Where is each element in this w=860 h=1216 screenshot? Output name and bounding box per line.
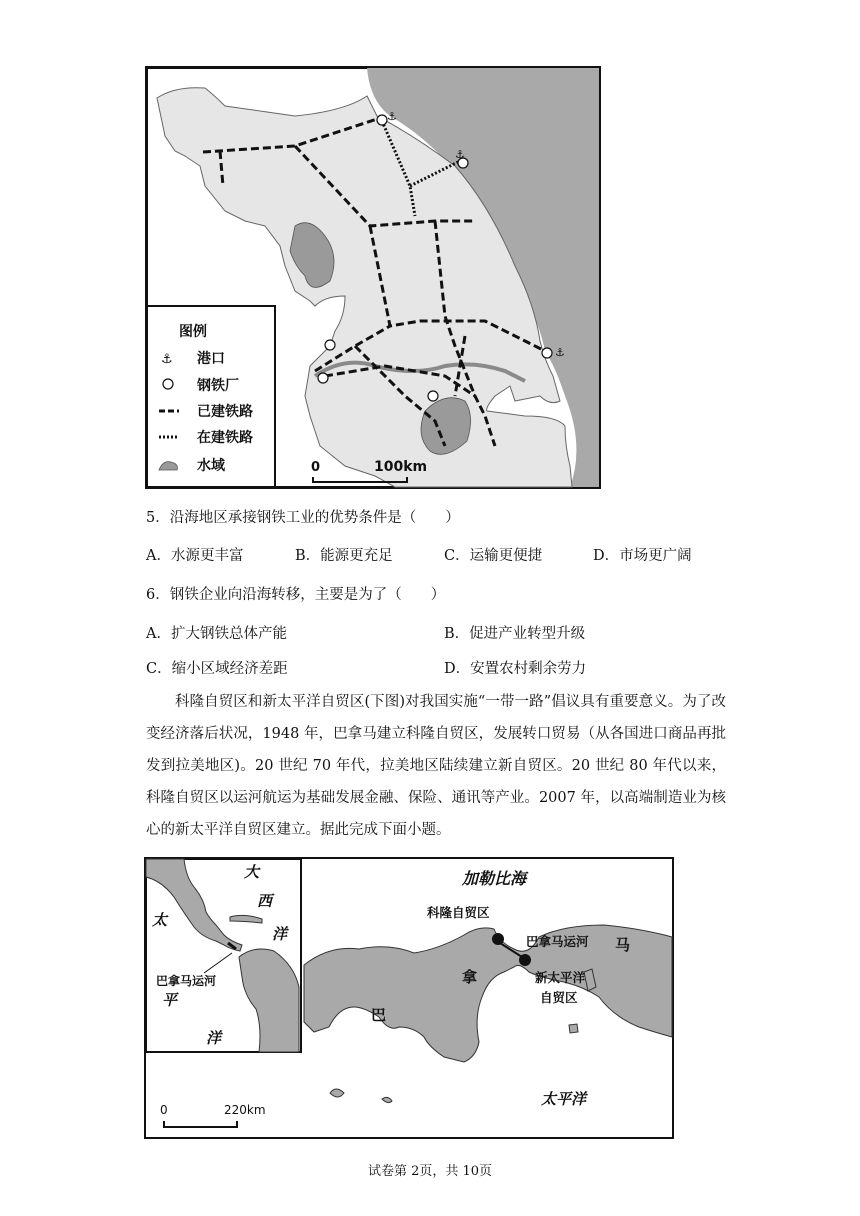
canal-label: 巴拿马运河 — [526, 934, 589, 949]
railway-steel-map — [145, 66, 601, 489]
q6-option-a[interactable]: A．扩大钢铁总体产能 — [146, 626, 287, 642]
steel-plant-icon — [163, 379, 173, 389]
legend-label-water: 水域 — [197, 458, 225, 474]
question-6-stem: 6．钢铁企业向沿海转移，主要是为了（ ） — [146, 587, 446, 603]
inset-tai: 太 — [152, 911, 168, 929]
colon-label: 科隆自贸区 — [427, 905, 490, 920]
scale-label: 100km — [374, 459, 428, 475]
country-char-na: 拿 — [462, 968, 478, 986]
anchor-icon: ⚓ — [161, 352, 173, 367]
legend-label-built: 已建铁路 — [197, 404, 253, 420]
inset-yang-2: 洋 — [206, 1029, 222, 1047]
legend-label-construction: 在建铁路 — [197, 430, 253, 446]
country-char-ma: 马 — [615, 936, 631, 954]
q5-option-a[interactable]: A．水源更丰富 — [146, 548, 244, 564]
inset-ping: 平 — [162, 991, 178, 1009]
scale2-label: 220km — [224, 1103, 266, 1117]
pacific-label: 太平洋 — [541, 1090, 587, 1108]
q5-option-d[interactable]: D．市场更广阔 — [593, 548, 692, 564]
passage-text: 科隆自贸区和新太平洋自贸区(下图)对我国实施“一带一路”倡议具有重要意义。为了改变经济落后状况，1948 年，巴拿马建立科隆自贸区，发展转口贸易（从各国进口商品再批发到拉美地区)。20 世纪 70 年代，拉美地区陆续建立新自贸区。20 世纪 80 年代以来，科隆自贸区以运河航运为基础发展金融、保险、通讯等产业。2007 年，以高端制造业为核心的新太平洋自贸区建立。据此完成下面小题。 — [146, 694, 726, 838]
q5-option-b[interactable]: B．能源更充足 — [295, 548, 393, 564]
q6-option-d[interactable]: D．安置农村剩余劳力 — [444, 661, 587, 677]
panama-free-trade-zone-map — [144, 857, 674, 1139]
inset-canal-label: 巴拿马运河 — [156, 974, 217, 988]
island-2 — [569, 1024, 578, 1033]
q6-option-c[interactable]: C．缩小区域经济差距 — [146, 661, 288, 677]
inset-da: 大 — [244, 863, 260, 881]
legend-label-steel: 钢铁厂 — [197, 378, 239, 394]
svg-text:⚓: ⚓ — [455, 148, 465, 161]
colon-free-trade-zone-marker — [492, 933, 504, 945]
scale-zero: 0 — [311, 460, 321, 475]
inset-yang-1: 洋 — [272, 925, 288, 943]
page-footer: 试卷第 2页，共 10页 — [367, 1164, 493, 1179]
new-pacific-label-2: 自贸区 — [540, 990, 578, 1005]
country-char-ba: 巴 — [371, 1006, 387, 1024]
caribbean-label: 加勒比海 — [462, 869, 527, 888]
svg-text:⚓: ⚓ — [555, 346, 565, 359]
scale2-zero: 0 — [160, 1103, 168, 1117]
svg-text:⚓: ⚓ — [387, 110, 397, 123]
q5-option-c[interactable]: C．运输更便捷 — [444, 548, 543, 564]
new-pacific-label-1: 新太平洋 — [535, 970, 586, 985]
q6-option-b[interactable]: B．促进产业转型升级 — [444, 626, 586, 642]
inset-xi: 西 — [257, 892, 273, 910]
legend-label-port: 港口 — [197, 351, 225, 367]
question-5-stem: 5．沿海地区承接钢铁工业的优势条件是（ ） — [146, 510, 460, 526]
legend-title: 图例 — [179, 324, 207, 340]
